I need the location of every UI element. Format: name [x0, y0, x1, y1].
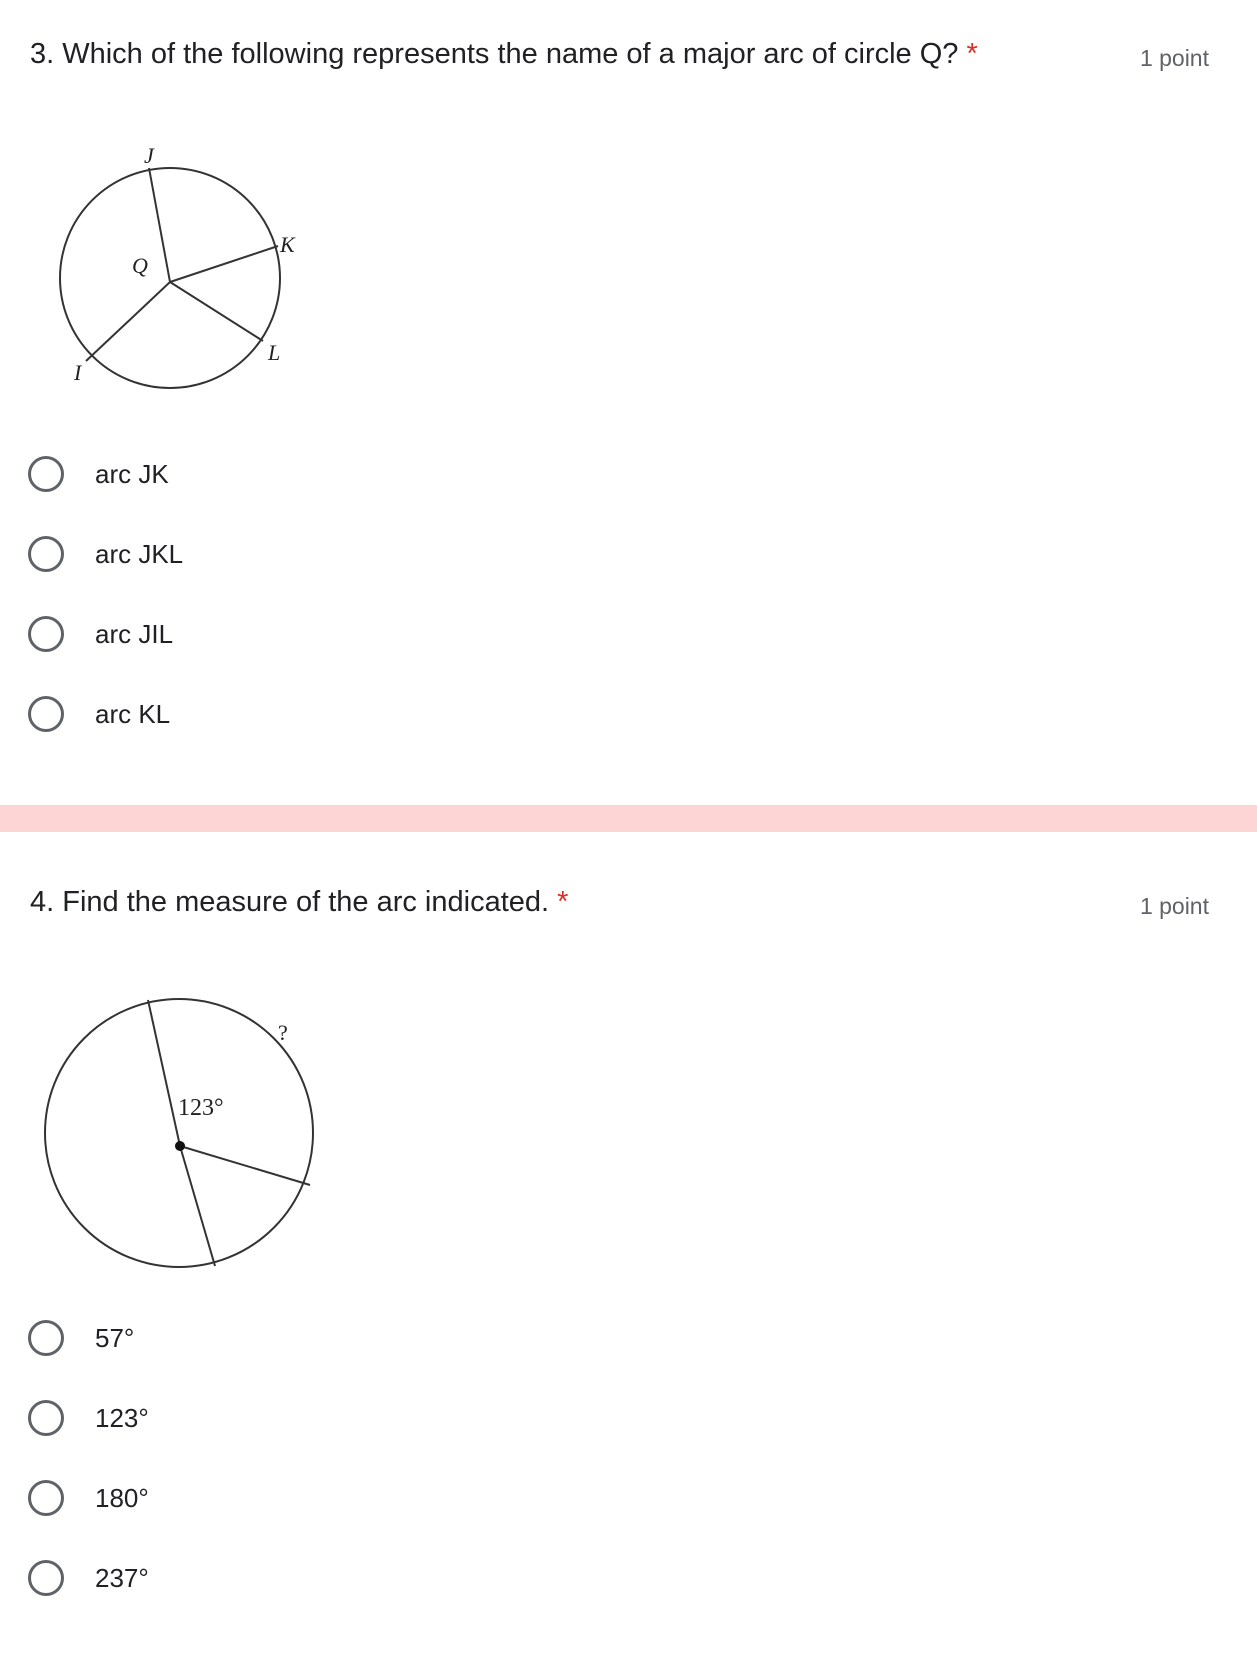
radius-ql [170, 282, 263, 341]
option-arc-jil[interactable] [28, 610, 528, 658]
label-q: Q [132, 253, 148, 278]
option-237[interactable] [28, 1554, 528, 1602]
required-asterisk: * [966, 38, 978, 70]
radius-bottom [180, 1146, 215, 1266]
label-j: J [144, 143, 154, 168]
required-asterisk: * [557, 886, 569, 918]
question-card-4 [0, 832, 1257, 1670]
radio-button[interactable] [28, 456, 64, 492]
radio-button[interactable] [28, 536, 64, 572]
unknown-arc-label: ? [278, 1020, 288, 1045]
option-123[interactable] [28, 1394, 528, 1442]
question-card-3 [0, 0, 1257, 805]
option-label: 237° [95, 1562, 149, 1593]
arc-measure-diagram [38, 992, 328, 1287]
arc-measure-svg [38, 992, 328, 1282]
radio-button[interactable] [28, 1560, 64, 1596]
radius-qj [149, 168, 170, 282]
radius-top [148, 1000, 180, 1146]
question-title-text: 4. Find the measure of the arc indicated. [30, 886, 550, 918]
points-label: 1 point [1139, 893, 1209, 919]
circle-q-diagram [50, 140, 310, 405]
option-label: 180° [95, 1482, 149, 1513]
option-label: 123° [95, 1402, 149, 1433]
question-title-text: 3. Which of the following represents the name of a major arc of circle Q? [30, 38, 959, 70]
label-l: L [268, 340, 281, 365]
radio-button[interactable] [28, 696, 64, 732]
label-k: K [280, 232, 295, 257]
option-180[interactable] [28, 1474, 528, 1522]
option-label: arc KL [95, 698, 171, 729]
question-title [30, 34, 978, 74]
radius-qi [86, 282, 170, 361]
option-57[interactable] [28, 1314, 528, 1362]
center-point [175, 1141, 185, 1151]
circle-outline [45, 999, 313, 1267]
angle-label: 123° [178, 1095, 224, 1121]
label-i: I [74, 360, 82, 385]
radio-button[interactable] [28, 616, 64, 652]
option-arc-jkl[interactable] [28, 530, 528, 578]
radius-right [180, 1146, 310, 1185]
circle-q-svg [50, 140, 310, 400]
option-arc-jk[interactable] [28, 450, 528, 498]
radio-button[interactable] [28, 1320, 64, 1356]
option-label: arc JK [95, 458, 169, 489]
option-label: arc JIL [95, 618, 174, 649]
radius-qk [170, 246, 278, 282]
question-title [30, 882, 568, 922]
radio-button[interactable] [28, 1480, 64, 1516]
radio-button[interactable] [28, 1400, 64, 1436]
section-divider [0, 805, 1257, 832]
option-label: arc JKL [95, 538, 184, 569]
option-label: 57° [95, 1322, 135, 1353]
option-arc-kl[interactable] [28, 690, 528, 738]
points-label: 1 point [1139, 45, 1209, 71]
